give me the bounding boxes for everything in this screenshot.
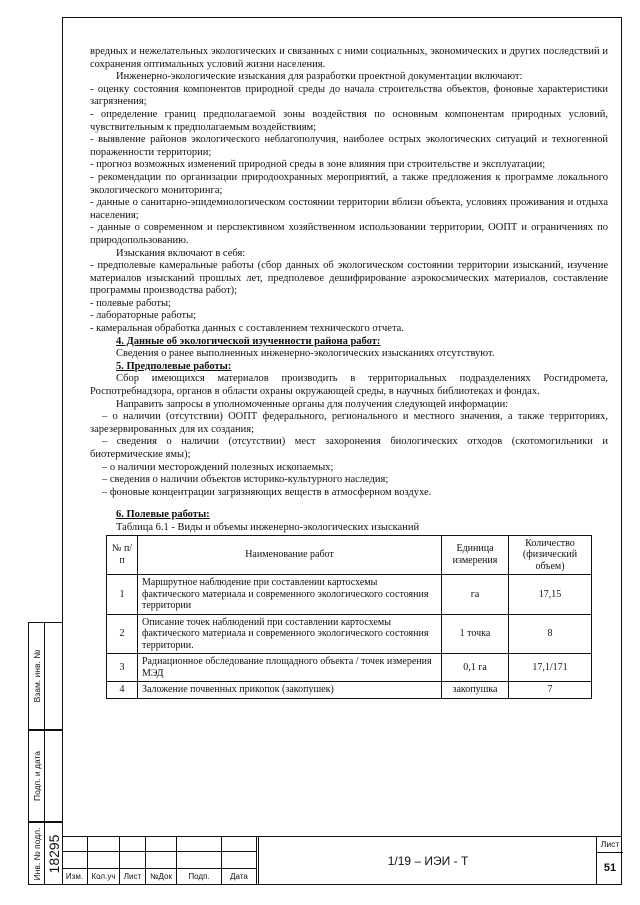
works-table [106, 535, 592, 699]
list-item: – о наличии (отсутствии) ООПТ федерального, регионального и местного значения, а также территориях, зарезервированных для их создания; [90, 411, 608, 435]
col-header: Наименование работ [138, 535, 442, 575]
table-row [107, 575, 592, 615]
table-row [107, 614, 592, 654]
stamp-col-podp: Подп. [177, 869, 222, 885]
table-cell: 3 [107, 654, 138, 682]
sheet-number: 51 [603, 862, 617, 874]
table-cell: 0,1 га [442, 654, 509, 682]
stamp-col-koluch: Кол.уч [88, 869, 120, 885]
document-code: 1/19 – ИЭИ - Т [258, 836, 597, 885]
table-cell: 1 точка [442, 614, 509, 654]
section-heading [90, 336, 608, 349]
list-item: - определение границ предполагаемой зоны воздействия по основным компонентам природных условий, чувствительным к предполагаемым воздействиям; [90, 108, 608, 133]
side-label: Взам. инв. № [31, 649, 42, 703]
stamp-col-ndok: №Док [146, 869, 177, 885]
table-caption: Таблица 6.1 - Виды и объемы инженерно-экологических изысканий [116, 521, 420, 533]
list-item: - лабораторные работы; [90, 310, 197, 322]
side-stamp-inv [28, 822, 62, 885]
col-header: Единица измерения [442, 535, 509, 575]
col-header: Количество (физический объем) [509, 535, 592, 575]
paragraph: Инженерно-экологические изыскания для разработки проектной документации включают: [116, 71, 523, 83]
list-item: – о наличии месторождений полезных ископаемых; [102, 461, 334, 473]
list-item: – сведения о наличии объектов историко-культурного наследия; [102, 474, 389, 486]
sheet-box [596, 836, 623, 885]
paragraph: вредных и нежелательных экологических и связанных с ними социальных, экономических и других последствий и сохранения оптимальных условий жизни населения. [90, 46, 608, 70]
list-item: - полевые работы; [90, 297, 171, 309]
list-item: - предполевые камеральные работы (сбор данных об экологическом состоянии территории изысканий, изучение материалов изысканий прошлых лет, предполевое дешифрирование аэрокосмических материалов, составление программы производства работ); [90, 260, 608, 297]
table-cell: Описание точек наблюдений при составлении картосхемы фактического материала и современного экологического состояния территории. [138, 614, 442, 654]
section-6-title: 6. Полевые работы: [116, 509, 210, 521]
paragraph: Направить запросы в уполномоченные органы для получения следующей информации: [116, 398, 509, 410]
document-body [90, 46, 608, 699]
list-item: - камеральная обработка данных с составлением технического отчета. [90, 323, 404, 335]
side-stamp-podp [28, 730, 62, 822]
table-cell: 7 [509, 682, 592, 699]
side-label: Инв. № подл. [31, 827, 42, 880]
table-row [107, 682, 592, 699]
side-stamp-vzam [28, 622, 62, 730]
list-item: - выявление районов экологического неблагополучия, наиболее острых экологических ситуаций и техногенной пораженности территории; [90, 134, 608, 158]
stamp-col-list: Лист [120, 869, 146, 885]
table-cell: 1 [107, 575, 138, 615]
list-item: - данные о санитарно-эпидемиологическом состоянии территории вблизи объекта, условиях проживания и отдыха населения; [90, 197, 608, 221]
table-cell: Маршрутное наблюдение при составлении картосхемы фактического материала и современного экологического состояния территории [138, 575, 442, 615]
table-cell: га [442, 575, 509, 615]
stamp-col-data: Дата [222, 869, 257, 885]
table-cell: 17,1/171 [509, 654, 592, 682]
paragraph: Сбор имеющихся материалов производить в территориальных подразделениях Росгидромета, Роспотребнадзора, органов в области охраны окружающей среды, в научных библиотеках и фондах. [90, 373, 608, 398]
list-item: – фоновые концентрации загрязняющих веществ в атмосферном воздухе. [102, 486, 432, 498]
section-5-title: 5. Предполевые работы: [116, 360, 232, 372]
stamp-col-izm: Изм. [62, 869, 88, 885]
table-cell: 2 [107, 614, 138, 654]
inventory-number: 18295 [46, 834, 62, 873]
table-row [107, 654, 592, 682]
table-cell: 8 [509, 614, 592, 654]
list-item: - оценку состояния компонентов природной среды до начала строительства объектов, фоновые характеристики загрязнения; [90, 83, 608, 108]
col-header: № п/п [107, 535, 138, 575]
side-label: Подп. и дата [31, 750, 42, 802]
revision-grid [62, 836, 257, 885]
table-header-row [107, 535, 592, 575]
section-4-title: 4. Данные об экологической изученности района работ: [116, 335, 381, 347]
paragraph: Сведения о ранее выполненных инженерно-экологических изысканиях отсутствуют. [116, 348, 495, 360]
list-item: – сведения о наличии (отсутствии) мест захоронения биологических отходов (скотомогильники и биотермические ямы); [90, 436, 608, 460]
list-item: - рекомендации по организации природоохранных мероприятий, а также предложения к программе локального экологического мониторинга; [90, 171, 608, 196]
paragraph: Изыскания включают в себя: [116, 247, 246, 259]
table-cell: Заложение почвенных прикопок (закопушек) [138, 682, 442, 699]
sheet-label: Лист [597, 836, 623, 853]
section-heading [90, 509, 608, 522]
table-cell: Радиационное обследование площадного объекта / точек измерения МЭД [138, 654, 442, 682]
section-heading [90, 361, 608, 374]
list-item: - прогноз возможных изменений природной среды в зоне влияния при строительстве и эксплуатации; [90, 159, 546, 171]
table-cell: закопушка [442, 682, 509, 699]
title-block [62, 836, 622, 885]
table-cell: 4 [107, 682, 138, 699]
table-cell: 17,15 [509, 575, 592, 615]
list-item: - данные о современном и перспективном хозяйственном использовании территории, ООПТ и ограничениях по природопользованию. [90, 222, 608, 246]
